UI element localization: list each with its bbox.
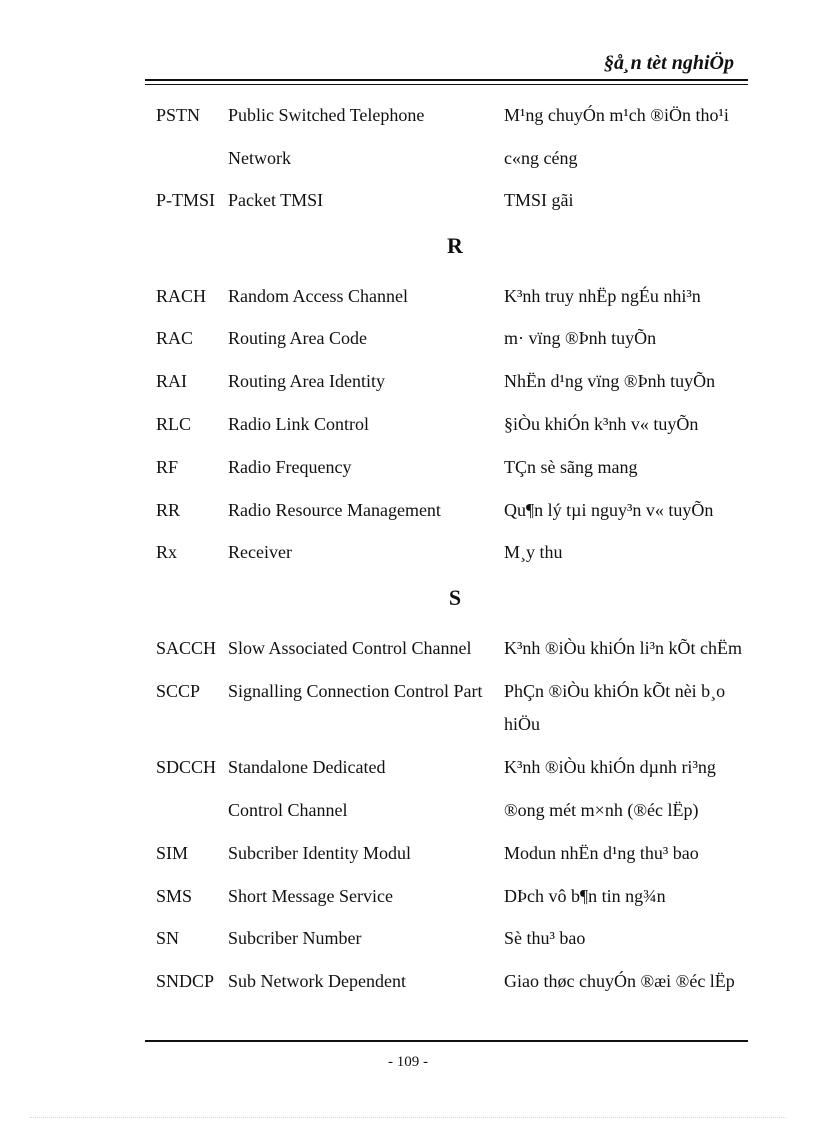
vietnamese-term: M¸y thu bbox=[504, 542, 563, 562]
english-term: Standalone Dedicated bbox=[228, 757, 386, 777]
vietnamese-term: §iÒu khiÓn k³nh v« tuyÕn bbox=[504, 414, 699, 434]
abbreviation: SIM bbox=[156, 843, 189, 863]
english-term: Routing Area Code bbox=[228, 328, 367, 348]
vietnamese-term: NhËn d¹ng vïng ®Þnh tuyÕn bbox=[504, 371, 716, 391]
vietnamese-term: M¹ng chuyÓn m¹ch ®iÖn tho¹i bbox=[504, 105, 729, 125]
abbreviation: RAC bbox=[156, 328, 194, 348]
vietnamese-term: Qu¶n lý tµi nguy³n v« tuyÕn bbox=[504, 500, 714, 520]
footer-dotted-line bbox=[30, 1117, 786, 1118]
vietnamese-term: Modun nhËn d¹ng thu³ bao bbox=[504, 843, 699, 863]
abbreviation: SMS bbox=[156, 886, 193, 906]
vietnamese-term: PhÇn ®iÒu khiÓn kÕt nèi b¸o bbox=[504, 681, 726, 701]
abbreviation: RF bbox=[156, 457, 179, 477]
abbreviation: RACH bbox=[156, 286, 207, 306]
english-term: Receiver bbox=[228, 542, 292, 562]
vietnamese-term: TMSI gãi bbox=[504, 190, 574, 210]
abbreviation: Rx bbox=[156, 542, 178, 562]
header-title: §å¸n tèt nghiÖp bbox=[603, 52, 734, 74]
vietnamese-term: K³nh ®iÒu khiÓn li³n kÕt chËm bbox=[504, 638, 742, 658]
header-rule bbox=[145, 79, 748, 81]
footer-rule bbox=[145, 1040, 748, 1042]
abbreviation: RLC bbox=[156, 414, 192, 434]
vietnamese-term: c«ng céng bbox=[504, 148, 578, 168]
vietnamese-term: DÞch vô b¶n tin ng¾n bbox=[504, 886, 666, 906]
english-term: Packet TMSI bbox=[228, 190, 324, 210]
abbreviation: RR bbox=[156, 500, 181, 520]
english-term: Public Switched Telephone bbox=[228, 105, 425, 125]
vietnamese-term: Giao thøc chuyÓn ®æi ®éc lËp bbox=[504, 971, 735, 991]
abbreviation: SN bbox=[156, 928, 180, 948]
abbreviation: SACCH bbox=[156, 638, 217, 658]
english-term: Radio Link Control bbox=[228, 414, 369, 434]
vietnamese-term: K³nh ®iÒu khiÓn dµnh ri³ng bbox=[504, 757, 716, 777]
english-term: Random Access Channel bbox=[228, 286, 408, 306]
abbreviation: SCCP bbox=[156, 681, 201, 701]
vietnamese-term: K³nh truy nhËp ngÉu nhi³n bbox=[504, 286, 701, 306]
english-term: Slow Associated Control Channel bbox=[228, 638, 472, 658]
english-term: Short Message Service bbox=[228, 886, 393, 906]
section-letter-s: S bbox=[448, 585, 462, 610]
vietnamese-term: TÇn sè sãng mang bbox=[504, 457, 638, 477]
english-term: Radio Frequency bbox=[228, 457, 352, 477]
vietnamese-term: ®ong mét m×nh (®éc lËp) bbox=[504, 800, 699, 820]
english-term: Control Channel bbox=[228, 800, 348, 820]
vietnamese-term: Sè thu³ bao bbox=[504, 928, 586, 948]
english-term: Subcriber Number bbox=[228, 928, 362, 948]
english-term: Subcriber Identity Modul bbox=[228, 843, 411, 863]
english-term: Routing Area Identity bbox=[228, 371, 385, 391]
english-term: Sub Network Dependent bbox=[228, 971, 406, 991]
abbreviation: RAI bbox=[156, 371, 187, 391]
abbreviation: SNDCP bbox=[156, 971, 215, 991]
vietnamese-term: m· vïng ®Þnh tuyÕn bbox=[504, 328, 657, 348]
english-term: Network bbox=[228, 148, 291, 168]
abbreviation: SDCCH bbox=[156, 757, 217, 777]
header-rule-thin bbox=[145, 84, 748, 85]
vietnamese-term: hiÖu bbox=[504, 714, 540, 734]
page-number: - 109 - bbox=[388, 1054, 428, 1070]
english-term: Radio Resource Management bbox=[228, 500, 441, 520]
abbreviation: PSTN bbox=[156, 105, 201, 125]
english-term: Signalling Connection Control Part bbox=[228, 681, 483, 701]
section-letter-r: R bbox=[447, 233, 463, 258]
abbreviation: P-TMSI bbox=[156, 190, 216, 210]
